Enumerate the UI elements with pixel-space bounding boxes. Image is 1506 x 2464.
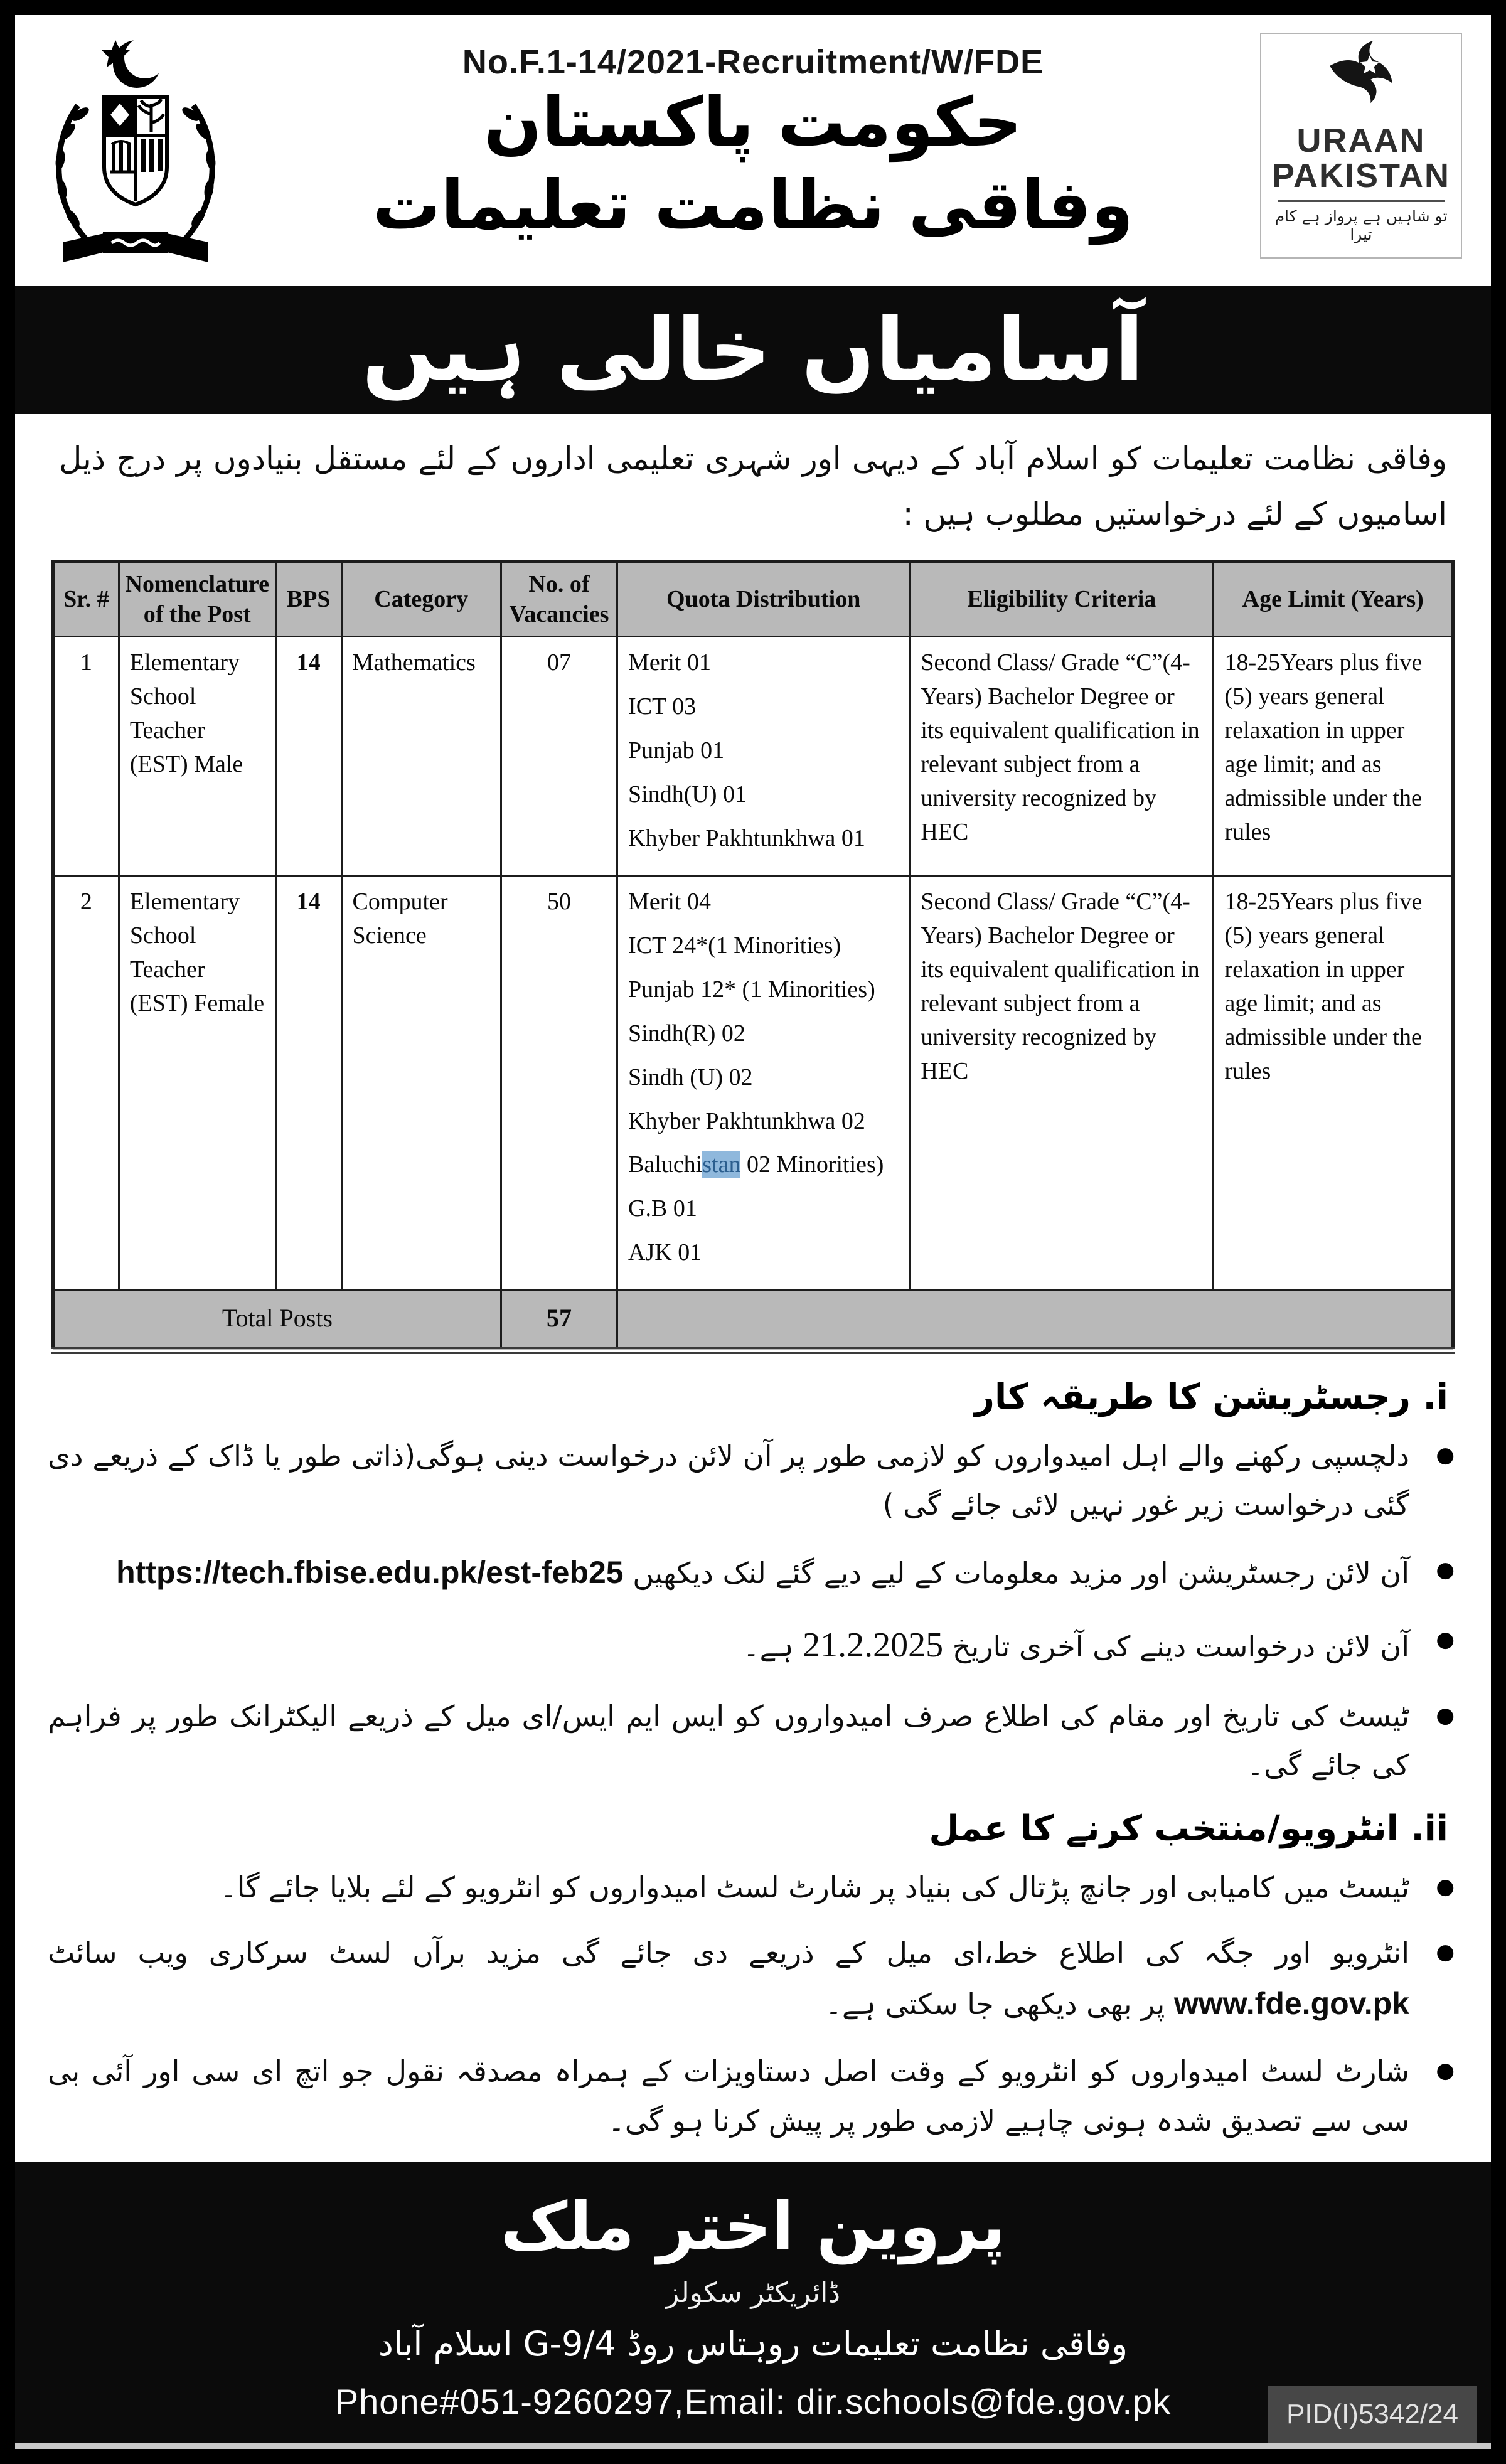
table-body [53, 637, 1453, 1351]
cell-eligibility: Second Class/ Grade “C”(4-Years) Bachelor Degree or its equivalent qualification in relevant subject from a university recognized by HEC [910, 637, 1214, 876]
cell-quota [617, 637, 910, 876]
logo-tagline: تو شاہیں ہے پرواز ہے کام تیرا [1274, 207, 1448, 244]
bullet-item [48, 1546, 1458, 1599]
cell-post-name: Elementary School Teacher (EST) Male [119, 637, 275, 876]
instruction-section-1 [48, 1377, 1458, 1789]
cell-vacancies: 50 [501, 875, 617, 1290]
total-posts-label: Total Posts [53, 1290, 501, 1350]
bullet-text: دلچسپی رکھنے والے اہل امیدواروں کو لازمی طور پر آن لائن درخواست دینی ہوگی(ذاتی طور یا ڈاک کے ذریعے دی گئی درخواست زیر غور نہیں لائی جائے گی ) [48, 1439, 1409, 1522]
column-header: Age Limit (Years) [1214, 562, 1453, 637]
column-header: Sr. # [53, 562, 119, 637]
cell-bps: 14 [275, 637, 341, 876]
quota-line: Punjab 12* (1 Minorities) [628, 976, 875, 1003]
quota-line: Punjab 01 [628, 737, 725, 764]
total-row-empty [617, 1290, 1453, 1350]
cell-bps: 14 [275, 875, 341, 1290]
quota-line: Baluchistan 02 Minorities) [628, 1151, 884, 1178]
vacancy-table [51, 560, 1455, 1354]
bullet-item [48, 1863, 1458, 1912]
quota-line: Merit 04 [628, 888, 711, 915]
cell-quota [617, 875, 910, 1290]
cell-age-limit: 18-25Years plus five (5) years general relaxation in upper age limit; and as admissible under the rules [1214, 637, 1453, 876]
bullet-item [48, 2047, 1458, 2145]
column-header: Nomenclature of the Post [119, 562, 275, 637]
logo-divider [1278, 200, 1445, 202]
bullet-text: ہے۔ [742, 1629, 803, 1663]
table-row [53, 637, 1453, 876]
quota-line: ICT 24*(1 Minorities) [628, 932, 841, 959]
column-header: BPS [275, 562, 341, 637]
bullet-item [48, 1692, 1458, 1789]
inline-link-text: www.fde.gov.pk [1173, 1986, 1409, 2022]
bullet-item [48, 1928, 1458, 2030]
bullet-item [48, 1616, 1458, 1675]
cell-serial: 1 [53, 637, 119, 876]
inline-link-text: https://tech.fbise.edu.pk/est-feb25 [116, 1554, 624, 1590]
office-address: وفاقی نظامت تعلیمات روہتاس روڈ G-9/4 اسلام آباد [378, 2323, 1128, 2364]
quota-line: Merit 01 [628, 649, 711, 676]
directorate-title-urdu: وفاقی نظامت تعلیمات [372, 166, 1134, 245]
logo-title-line1: URAAN [1296, 122, 1426, 159]
inline-link-text: 21.2.2025 [803, 1625, 944, 1665]
quota-line: Sindh (U) 02 [628, 1064, 753, 1091]
bullet-text: آن لائن رجسٹریشن اور مزید معلومات کے لیے دیے گئے لنک دیکھیں [623, 1555, 1409, 1590]
bullet-text: پر بھی دیکھی جا سکتی ہے۔ [825, 1987, 1174, 2022]
contact-line: Phone#051-9260297,Email: dir.schools@fde.gov.pk [334, 2381, 1172, 2421]
total-posts-value: 57 [501, 1290, 617, 1350]
signatory-designation: ڈائریکٹر سکولز [665, 2276, 840, 2309]
bullet-text: آن لائن درخواست دینے کی آخری تاریخ [943, 1629, 1409, 1663]
cell-vacancies: 07 [501, 637, 617, 876]
cell-serial: 2 [53, 875, 119, 1290]
column-header: No. of Vacancies [501, 562, 617, 637]
footer-band [15, 2162, 1491, 2449]
banner-title: آسامیاں خالی ہیں [361, 299, 1145, 400]
bullet-list [48, 1863, 1458, 2145]
pid-badge: PID(I)5342/24 [1268, 2386, 1477, 2443]
quota-line: Khyber Pakhtunkhwa 01 [628, 824, 865, 851]
table-header-row [53, 562, 1453, 637]
quota-line: Khyber Pakhtunkhwa 02 [628, 1107, 865, 1134]
cell-category: Computer Science [341, 875, 501, 1290]
quota-line: Sindh(U) 01 [628, 781, 747, 808]
bullet-text: ٹیسٹ کی تاریخ اور مقام کی اطلاع صرف امیدواروں کو ایس ایم ایس/ای میل کے ذریعے الیکٹرانک طور پر فراہم کی جائے گی۔ [48, 1699, 1409, 1782]
cell-category: Mathematics [341, 637, 501, 876]
column-header: Category [341, 562, 501, 637]
bullet-text: انٹرویو اور جگہ کی اطلاع خط،ای میل کے ذریعے دی جائے گی مزید برآں لسٹ سرکاری ویب سائٹ [48, 1936, 1409, 1970]
quota-line: AJK 01 [628, 1239, 702, 1266]
column-header: Eligibility Criteria [910, 562, 1214, 637]
column-header: Quota Distribution [617, 562, 910, 637]
bullet-list [48, 1431, 1458, 1789]
instruction-section-2 [48, 1808, 1458, 2145]
instructions-sections [15, 1354, 1491, 2162]
bullet-item [48, 1431, 1458, 1529]
uraan-pakistan-logo [1260, 33, 1462, 259]
quota-line: ICT 03 [628, 693, 697, 720]
bullet-text: ٹیسٹ میں کامیابی اور جانچ پڑتال کی بنیاد پر شارٹ لسٹ امیدواروں کو انٹرویو کے لئے بلایا جائے گا۔ [220, 1870, 1409, 1905]
section-heading: i. رجسٹریشن کا طریقہ کار [974, 1377, 1448, 1418]
footer-stripe [15, 2443, 1491, 2449]
reference-number: No.F.1-14/2021-Recruitment/W/FDE [462, 43, 1044, 81]
intro-paragraph: وفاقی نظامت تعلیمات کو اسلام آباد کے دیہی اور شہری تعلیمی اداروں کے لئے مستقل بنیادوں پر درج ذیل اسامیوں کے لئے درخواستیں مطلوب ہیں : [59, 440, 1447, 532]
text-selection-highlight: stan [702, 1151, 741, 1178]
quota-line: G.B 01 [628, 1195, 697, 1222]
government-title-urdu: حکومت پاکستان [484, 83, 1022, 162]
vacancy-banner [15, 286, 1491, 414]
bullet-text: شارٹ لسٹ امیدواروں کو انٹرویو کے وقت اصل دستاویزات کے ہمراہ مصدقہ نقول جو اتچ ای سی اور آئی بی سی سے تصدیق شدہ ہونی چاہیے لازمی طور پر پیش کرنا ہو گی۔ [48, 2054, 1409, 2138]
cell-post-name: Elementary School Teacher (EST) Female [119, 875, 275, 1290]
cell-eligibility: Second Class/ Grade “C”(4-Years) Bachelor Degree or its equivalent qualification in relevant subject from a university recognized by HEC [910, 875, 1214, 1290]
cell-age-limit: 18-25Years plus five (5) years general relaxation in upper age limit; and as admissible under the rules [1214, 875, 1453, 1290]
section-heading: ii. انٹرویو/منتخب کرنے کا عمل [929, 1808, 1448, 1850]
table-row [53, 875, 1453, 1290]
total-row [53, 1290, 1453, 1350]
logo-title-line2: PAKISTAN [1272, 157, 1450, 195]
falcon-bird-icon [1314, 36, 1408, 123]
pakistan-state-emblem-icon [41, 31, 230, 277]
header [15, 15, 1491, 286]
signatory-name: پروین اختر ملک [500, 2187, 1006, 2264]
quota-line: Sindh(R) 02 [628, 1020, 745, 1047]
